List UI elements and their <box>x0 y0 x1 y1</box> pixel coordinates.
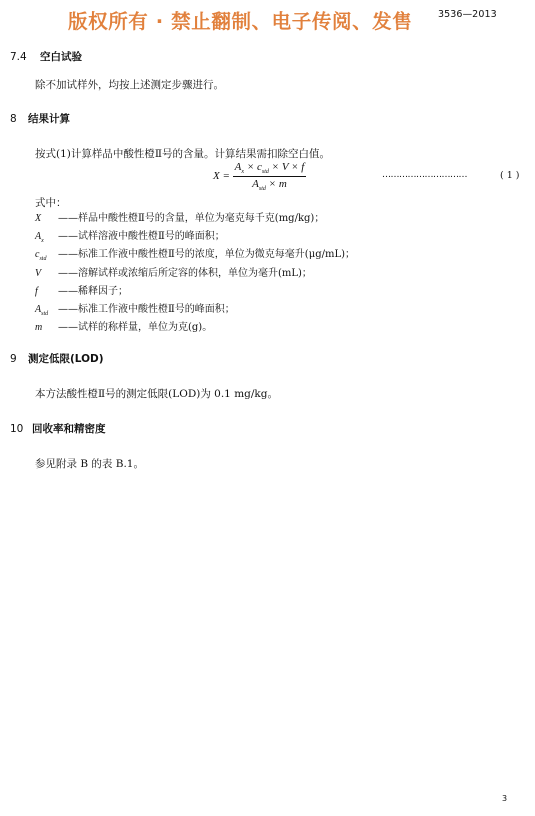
copyright-watermark: 版权所有 · 禁止翻制、电子传阅、发售 <box>68 10 413 33</box>
definition-row <box>35 300 355 318</box>
section-10-text: 参见附录 B 的表 B.1。 <box>35 458 144 470</box>
def-text: 标准工作液中酸性橙Ⅱ号的峰面积； <box>78 303 235 315</box>
formula-fraction <box>233 161 307 192</box>
section-9-text: 本方法酸性橙Ⅱ号的测定低限(LOD)为 0.1 mg/kg。 <box>35 388 279 400</box>
section-7-4-text: 除不加试样外，均按上述测定步骤进行。 <box>35 79 224 91</box>
section-number: 9 <box>10 353 17 365</box>
formula-denominator <box>233 177 307 192</box>
formula-label: ( 1 ) <box>500 170 520 181</box>
section-title: 空白试验 <box>40 51 82 63</box>
denominator-tail: × m <box>268 178 287 191</box>
def-dash: —— <box>58 231 78 243</box>
section-number: 8 <box>10 113 17 125</box>
denominator-a: A <box>252 178 259 191</box>
section-title: 测定低限(LOD) <box>28 353 104 365</box>
definition-row <box>35 282 355 300</box>
formula-1 <box>213 161 306 192</box>
section-title: 结果计算 <box>28 113 70 125</box>
def-symbol: $c_{std}$ <box>35 249 47 263</box>
definition-row <box>35 264 355 282</box>
section-number: 7.4 <box>10 51 27 63</box>
numerator-a-sub: x <box>241 169 245 176</box>
def-dash: —— <box>58 213 78 224</box>
def-dash: —— <box>58 267 78 279</box>
section-number: 10 <box>10 423 24 435</box>
definition-row <box>35 227 355 245</box>
definitions-list <box>35 209 355 336</box>
def-dash: —— <box>58 303 78 315</box>
def-symbol: $A_{std}$ <box>35 303 49 317</box>
def-symbol: V <box>35 267 42 279</box>
def-symbol: $A_x$ <box>35 231 44 245</box>
formula-numerator <box>233 161 307 177</box>
numerator-tail: × V × f <box>271 161 305 173</box>
section-title: 回收率和精密度 <box>32 423 106 435</box>
numerator-c: × c <box>246 161 262 173</box>
formula-lhs: X = <box>213 170 230 183</box>
def-dash: —— <box>58 285 78 297</box>
section-8-intro: 按式(1)计算样品中酸性橙Ⅱ号的含量。计算结果需扣除空白值。 <box>35 148 331 160</box>
def-symbol: X <box>35 213 42 224</box>
section-9-heading <box>10 351 104 366</box>
definition-row <box>35 318 355 336</box>
def-text: 试样溶液中酸性橙Ⅱ号的峰面积； <box>78 231 225 243</box>
standard-code: 3536—2013 <box>438 9 497 20</box>
def-text: 稀释因子； <box>78 285 128 297</box>
numerator-a: A <box>234 161 242 173</box>
denominator-a-sub: std <box>258 186 266 193</box>
def-text: 标准工作液中酸性橙Ⅱ号的浓度，单位为微克每毫升(μg/mL)； <box>78 249 355 261</box>
numerator-c-sub: std <box>261 169 269 176</box>
def-symbol: m <box>35 322 43 334</box>
page-number: 3 <box>502 794 508 803</box>
section-8-heading <box>10 111 70 126</box>
section-7-4-heading <box>10 49 82 64</box>
definition-row <box>35 245 355 263</box>
def-text: 样品中酸性橙Ⅱ号的含量，单位为毫克每千克(mg/kg)； <box>78 213 325 224</box>
where-label: 式中： <box>35 197 67 209</box>
formula-leader-dots: ………………………… <box>382 170 467 180</box>
def-text: 试样的称样量，单位为克(g)。 <box>78 322 213 334</box>
definition-row <box>35 209 355 227</box>
def-dash: —— <box>58 249 78 261</box>
def-text: 溶解试样或浓缩后所定容的体积，单位为毫升(mL)； <box>78 267 312 279</box>
def-symbol: f <box>35 285 38 297</box>
section-10-heading <box>10 421 106 436</box>
def-dash: —— <box>58 322 78 334</box>
